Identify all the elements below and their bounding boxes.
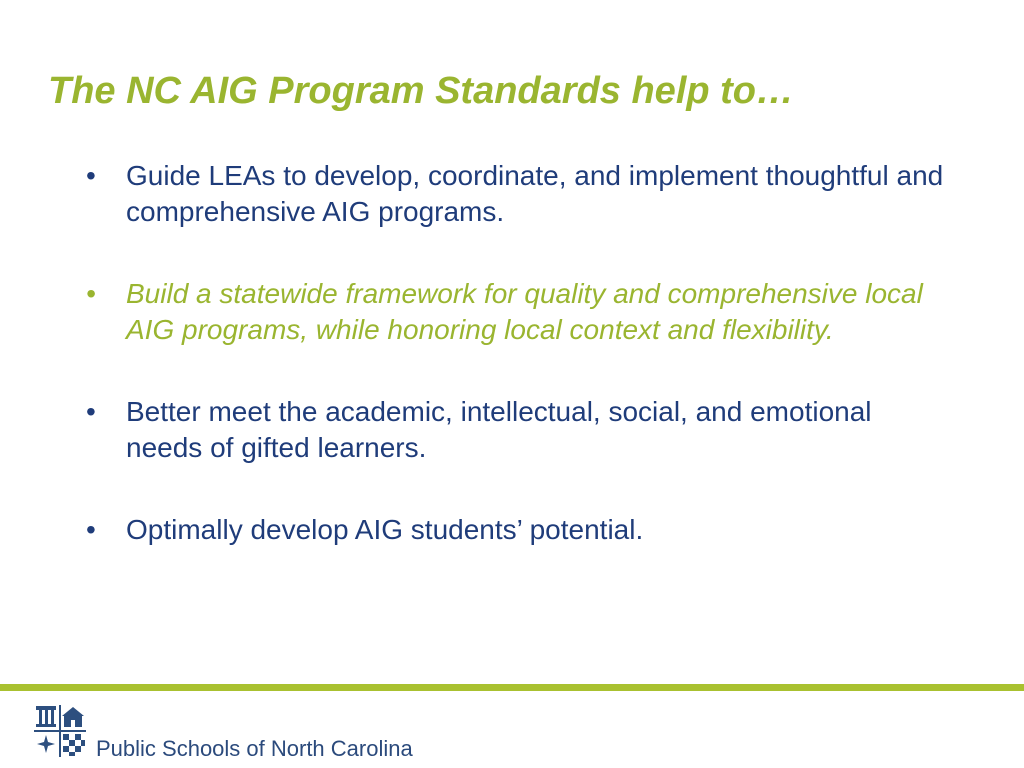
organization-name: Public Schools of North Carolina [96, 736, 413, 761]
bullet-text: Better meet the academic, intellectual, social, and emotional needs of gifted learners. [126, 396, 872, 463]
nc-schools-logo-icon [32, 703, 88, 759]
slide-title: The NC AIG Program Standards help to… [48, 70, 795, 112]
bullet-dot-icon: • [86, 396, 96, 427]
bullet-dot-icon: • [86, 278, 96, 309]
bullet-text: Build a statewide framework for quality and comprehensive local AIG programs, while honoring local context and flexibility. [126, 278, 923, 345]
bullet-text: Optimally develop AIG students’ potential. [126, 514, 644, 545]
bullet-dot-icon: • [86, 160, 96, 191]
bullet-item [86, 394, 946, 466]
bullet-item [86, 512, 946, 548]
bullet-list [86, 158, 946, 594]
bullet-text: Guide LEAs to develop, coordinate, and implement thoughtful and comprehensive AIG programs. [126, 160, 944, 227]
bullet-dot-icon: • [86, 514, 96, 545]
bullet-item [86, 158, 946, 230]
bullet-item [86, 276, 946, 348]
footer-divider [0, 684, 1024, 691]
